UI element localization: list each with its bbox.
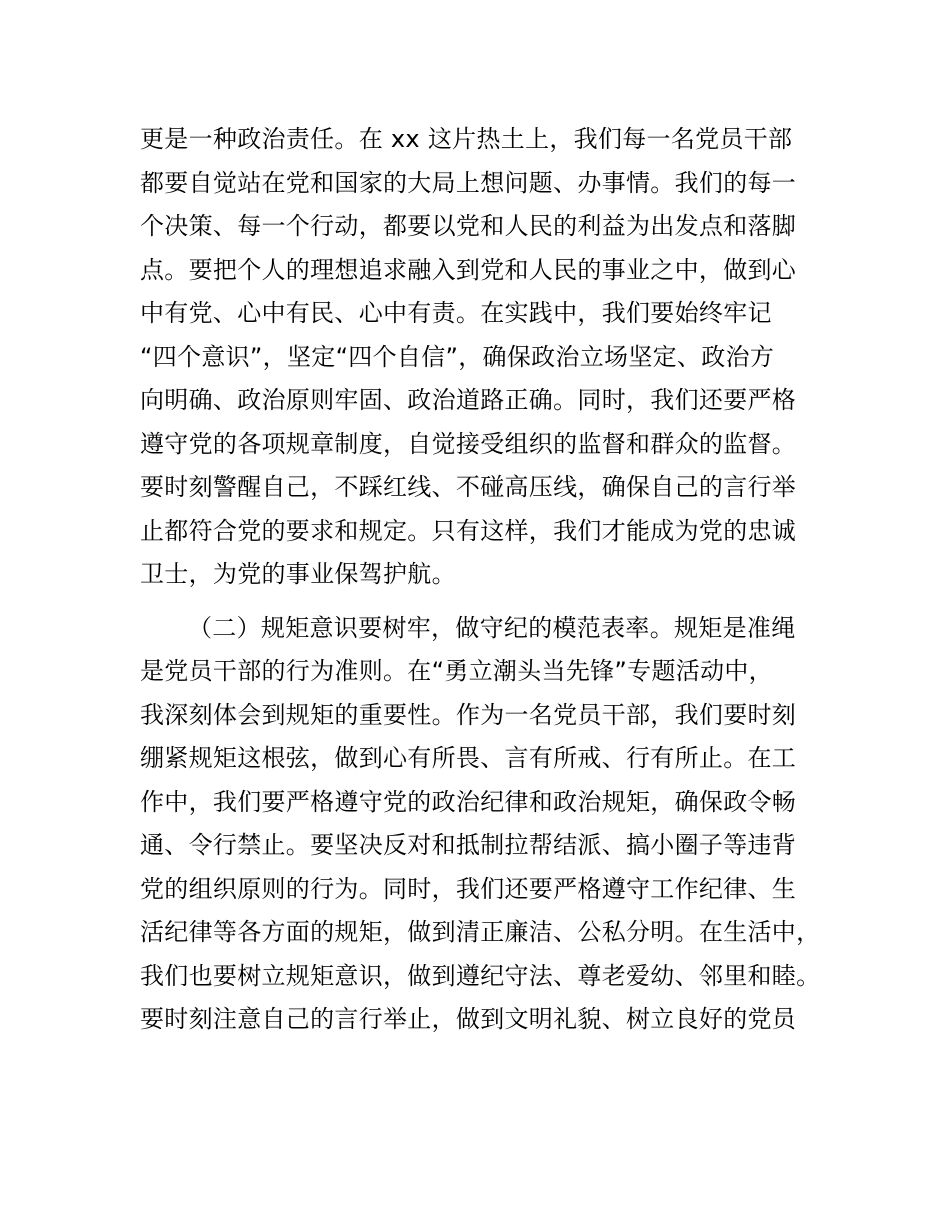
paragraph-line: 我们也要树立规矩意识，做到遵纪守法、尊老爱幼、邻里和睦。 <box>140 961 821 990</box>
paragraph-line: 遵守党的各项规章制度，自觉接受组织的监督和群众的监督。 <box>140 429 797 458</box>
paragraph-line: 活纪律等各方面的规矩，做到清正廉洁、公私分明。在生活中， <box>140 918 821 946</box>
paragraph-gap <box>140 597 840 607</box>
paragraph-line: 止都符合党的要求和规定。只有这样，我们才能成为党的忠诚 <box>140 516 797 545</box>
paragraph-line: 要时刻警醒自己，不踩红线、不碰高压线，确保自己的言行举 <box>140 473 797 501</box>
document-body <box>140 118 840 1042</box>
paragraph-line: “四个意识”，坚定“四个自信”，确保政治立场坚定、政治方 <box>140 342 775 371</box>
paragraph-1 <box>140 118 840 597</box>
paragraph-line: 点。要把个人的理想追求融入到党和人民的事业之中，做到心 <box>140 255 797 284</box>
paragraph-line: 要时刻注意自己的言行举止，做到文明礼貌、树立良好的党员 <box>140 1005 797 1033</box>
paragraph-line: 更是一种政治责任。在 xx 这片热土上，我们每一名党员干部 <box>140 125 793 153</box>
paragraph-line: 都要自觉站在党和国家的大局上想问题、办事情。我们的每一 <box>140 168 797 197</box>
paragraph-line: 中有党、心中有民、心中有责。在实践中，我们要始终牢记 <box>140 299 772 327</box>
paragraph-line: 是党员干部的行为准则。在“勇立潮头当先锋”专题活动中， <box>140 657 773 685</box>
paragraph-line: 党的组织原则的行为。同时，我们还要严格遵守工作纪律、生 <box>140 874 797 903</box>
paragraph-line: 我深刻体会到规矩的重要性。作为一名党员干部，我们要时刻 <box>140 700 797 729</box>
paragraph-2 <box>140 607 840 1042</box>
paragraph-line: 个决策、每一个行动，都要以党和人民的利益为出发点和落脚 <box>140 212 797 240</box>
paragraph-heading-line: （二）规矩意识要树牢，做守纪的模范表率。规矩是准绳 <box>188 613 796 642</box>
paragraph-line: 卫士，为党的事业保驾护航。 <box>140 560 456 588</box>
paragraph-line: 向明确、政治原则牢固、政治道路正确。同时，我们还要严格 <box>140 386 797 414</box>
paragraph-line: 作中，我们要严格遵守党的政治纪律和政治规矩，确保政令畅 <box>140 787 797 816</box>
paragraph-line: 通、令行禁止。要坚决反对和抵制拉帮结派、搞小圈子等违背 <box>140 831 797 859</box>
paragraph-line: 绷紧规矩这根弦，做到心有所畏、言有所戒、行有所止。在工 <box>140 744 797 772</box>
